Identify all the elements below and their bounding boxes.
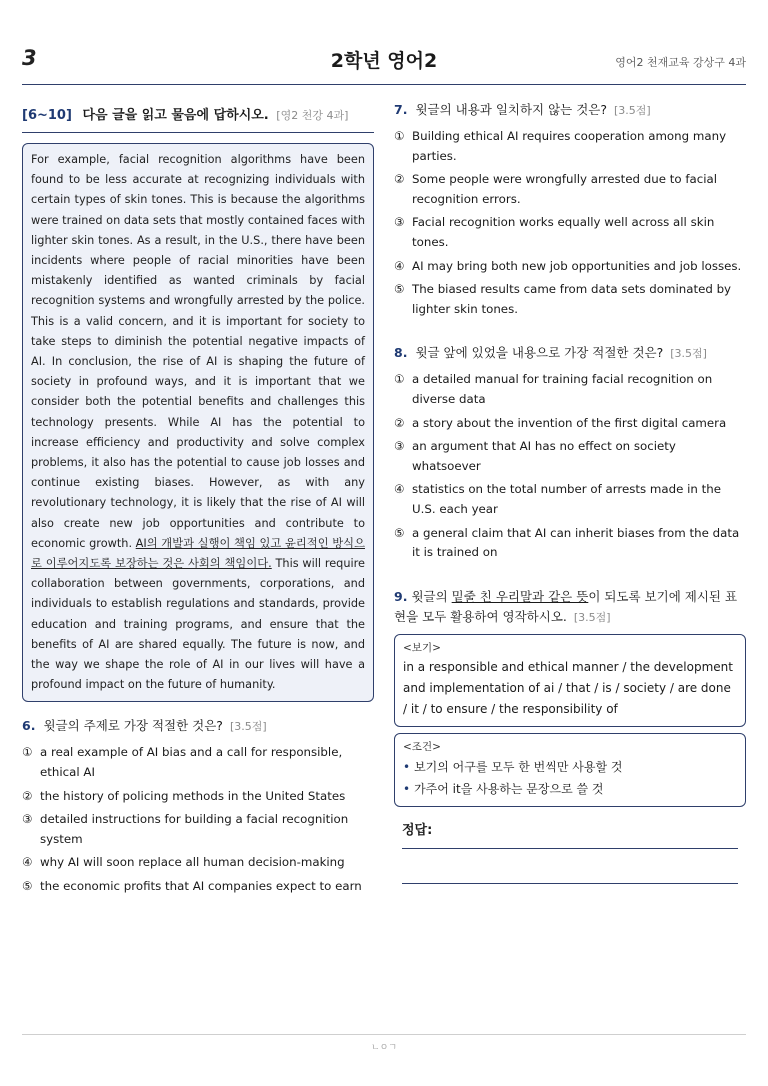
- option[interactable]: [394, 213, 746, 252]
- question-6-points: [3.5점]: [229, 720, 267, 734]
- option-mark: ⑤: [394, 282, 405, 297]
- answer-label: 정답:: [402, 822, 433, 838]
- question-9-points: [3.5점]: [573, 610, 611, 624]
- question-9-title: [394, 587, 746, 628]
- question-6: [22, 716, 374, 896]
- option-mark: ①: [22, 745, 33, 760]
- option-mark: ④: [22, 855, 33, 870]
- option-text: statistics on the total number of arrests made in the U.S. each year: [412, 482, 721, 516]
- option-text: The biased results came from data sets dominated by lighter skin tones.: [412, 282, 732, 316]
- condition-text: 보기의 어구를 모두 한 번씩만 사용할 것: [414, 759, 623, 774]
- condition-text: 가주어 it을 사용하는 문장으로 쓸 것: [414, 781, 604, 796]
- question-7-points: [3.5점]: [614, 104, 651, 117]
- header-divider: [22, 84, 746, 85]
- footer-divider: [22, 1034, 746, 1035]
- question-9-text-suffix: 이 되도록 보기에 제시된 표현을 모두 활용하여 영작하시오.: [394, 588, 738, 624]
- option-text: the history of policing methods in the United States: [40, 788, 346, 803]
- option-text: a detailed manual for training facial recognition on diverse data: [412, 372, 713, 406]
- question-9-text-underlined: 밑줄 친 우리말과 같은 뜻: [451, 588, 589, 604]
- option-text: a real example of AI bias and a call for responsible, ethical AI: [40, 745, 343, 780]
- bogi-label: <보기>: [403, 641, 441, 654]
- option[interactable]: [394, 127, 746, 166]
- section-heading: [22, 104, 374, 133]
- option-mark: ②: [394, 172, 405, 187]
- option-mark: ⑤: [22, 879, 33, 894]
- option-text: Facial recognition works equally well across all skin tones.: [412, 215, 715, 249]
- question-6-text: 윗글의 주제로 가장 적절한 것은?: [43, 718, 223, 734]
- option-mark: ②: [22, 788, 33, 803]
- option[interactable]: [394, 437, 746, 476]
- option-mark: ③: [394, 215, 405, 230]
- right-column: [394, 100, 746, 884]
- option-text: Building ethical AI requires cooperation among many parties.: [412, 129, 727, 163]
- condition-item: [403, 756, 737, 778]
- question-7-text: 윗글의 내용과 일치하지 않는 것은?: [415, 102, 608, 117]
- question-6-number: 6.: [22, 718, 36, 734]
- answer-line[interactable]: [402, 848, 738, 849]
- option-text: a story about the invention of the first digital camera: [412, 415, 727, 430]
- passage-underlined-sentence: AI의 개발과 실행이 책임 있고 윤리적인 방식으로 이루어지도록 보장하는 것은 사회의 책임이다.: [31, 536, 365, 571]
- footer-mark: ㄴㅇㄱ: [370, 1043, 398, 1053]
- question-7-options: [394, 127, 746, 319]
- option-text: AI may bring both new job opportunities and job losses.: [412, 258, 742, 273]
- option[interactable]: [22, 877, 374, 897]
- option[interactable]: [394, 370, 746, 409]
- option-text: Some people were wrongfully arrested due to facial recognition errors.: [412, 172, 717, 206]
- option[interactable]: [394, 414, 746, 434]
- reading-passage: [22, 143, 374, 702]
- option-mark: ①: [394, 372, 405, 387]
- section-source: [영2 천강 4과]: [276, 109, 349, 122]
- bullet-icon: •: [403, 781, 411, 796]
- option-mark: ③: [22, 812, 33, 827]
- option-text: a general claim that AI can inherit biases from the data it is trained on: [412, 525, 740, 560]
- conditions-label: <조건>: [403, 740, 441, 753]
- bogi-text: in a responsible and ethical manner / the development and implementation of ai / that / is / society / are done / it / to ensure / the responsibility of: [403, 659, 733, 716]
- question-7-number: 7.: [394, 102, 408, 117]
- option-text: why AI will soon replace all human decision-making: [40, 855, 345, 870]
- condition-item: [403, 778, 737, 800]
- option-mark: ⑤: [394, 525, 405, 540]
- option[interactable]: [394, 524, 746, 563]
- option[interactable]: [394, 257, 746, 277]
- question-9: [394, 587, 746, 884]
- option-mark: ④: [394, 482, 405, 497]
- page-header: [0, 0, 768, 90]
- option[interactable]: [22, 743, 374, 782]
- conditions-box: [394, 733, 746, 807]
- option[interactable]: [394, 170, 746, 209]
- question-8-title: [394, 343, 746, 364]
- question-8-options: [394, 370, 746, 562]
- question-7: [394, 100, 746, 319]
- option[interactable]: [22, 810, 374, 849]
- section-range: [6~10]: [22, 108, 72, 123]
- option[interactable]: [394, 480, 746, 519]
- option-mark: ④: [394, 258, 405, 273]
- page-title: 2학년 영어2: [330, 50, 438, 72]
- section-instruction: 다음 글을 읽고 물음에 답하시오.: [82, 108, 269, 123]
- question-9-text-prefix: 윗글의: [411, 588, 452, 604]
- passage-text-before: For example, facial recognition algorithms have been found to be less accurate at recognizing individuals with certain types of skin tones. This is because the algorithms were trained on data sets that mostly contained faces with lighter skin tones. As a result, in the U.S., there have been incidents where people of racial minorities have been mistakenly identified as wanted criminals by facial recognition systems and wrongfully arrested by the police. This is a valid concern, and it is important for society to take steps to diminish the potential negative impacts of AI. In conclusion, the rise of AI is shaping the future of society in profound ways, and it is important that we consider both the potential benefits and challenges this technology presents. While AI has the potential to increase efficiency and productivity and solve complex problems, it also has the potential to cause job losses and continue existing biases. However, as with any revolutionary technology, it is likely that the rise of AI will also create new job opportunities and contribute to economic growth.: [31, 153, 365, 550]
- option[interactable]: [22, 853, 374, 873]
- option-mark: ②: [394, 415, 405, 430]
- question-8-points: [3.5점]: [670, 347, 707, 361]
- left-column: [22, 104, 374, 901]
- question-6-options: [22, 743, 374, 896]
- page-subtitle: 영어2 천재교육 강상구 4과: [615, 56, 746, 69]
- question-6-title: [22, 716, 374, 737]
- passage-text-after: This will require collaboration between governments, corporations, and individuals to establish regulations and standards, provide education and training programs, and ensure that the benefits of AI are shared equally. The future is now, and the way we shape the role of AI in our lives will have a profound impact on the future of humanity.: [31, 557, 365, 692]
- question-7-title: [394, 100, 746, 121]
- option-text: the economic profits that AI companies expect to earn: [40, 879, 362, 894]
- option[interactable]: [394, 280, 746, 319]
- bullet-icon: •: [403, 759, 411, 774]
- question-9-number: 9.: [394, 588, 408, 604]
- answer-line[interactable]: [402, 883, 738, 884]
- page-number: 3: [22, 46, 37, 70]
- bogi-box: [394, 634, 746, 727]
- option[interactable]: [22, 787, 374, 807]
- question-8-text: 윗글 앞에 있었을 내용으로 가장 적절한 것은?: [415, 345, 664, 361]
- option-mark: ①: [394, 129, 405, 143]
- option-mark: ③: [394, 439, 405, 454]
- question-8: [394, 343, 746, 562]
- question-8-number: 8.: [394, 345, 408, 361]
- option-text: detailed instructions for building a facial recognition system: [40, 812, 349, 846]
- option-text: an argument that AI has no effect on society whatsoever: [412, 439, 676, 473]
